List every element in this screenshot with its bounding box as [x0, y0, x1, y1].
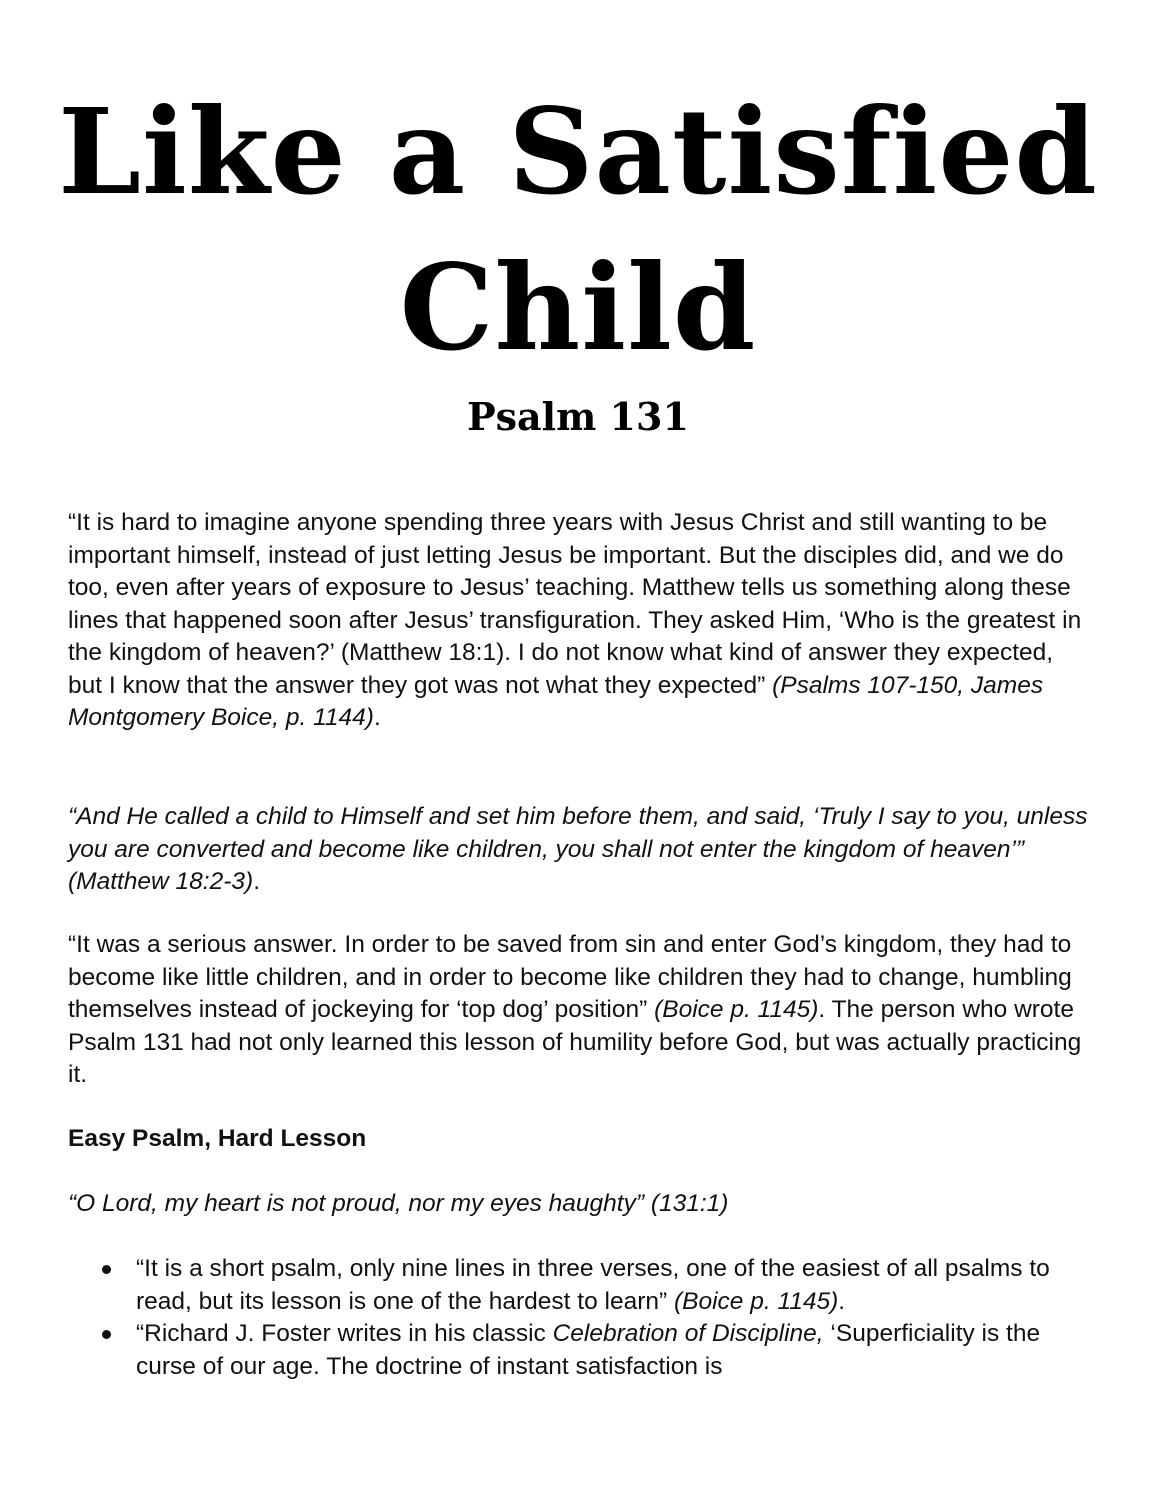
title-line-2: Child: [399, 238, 757, 377]
section-heading: Easy Psalm, Hard Lesson: [68, 1125, 367, 1152]
bullet-list: [68, 1253, 1088, 1383]
title-line-1: Like a Satisfied: [58, 82, 1098, 221]
paragraph-2: [68, 801, 1088, 899]
bullet-item-2: [68, 1318, 1088, 1383]
paragraph-2-text: “And He called a child to Himself and set him before them, and said, ‘Truly I say to you, unless you are converted and become like children, you shall not enter the kingdom of heaven’” (Matthew 18:2-3): [68, 803, 1088, 895]
bullet-icon: [102, 1330, 111, 1339]
paragraph-1-end: .: [373, 704, 381, 731]
bullet-1-text: “It is a short psalm, only nine lines in three verses, one of the easiest of all psalms to read, but its lesson is one of the hardest to learn”: [136, 1255, 1050, 1315]
paragraph-1-text: “It is hard to imagine anyone spending three years with Jesus Christ and still wanting to be important himself, instead of just letting Jesus be important. But the disciples did, and we do too, even after years of exposure to Jesus’ teaching. Matthew tells us something along these lines that happened soon after Jesus’ transfiguration. They asked Him, ‘Who is the greatest in the kingdom of heaven?’ (Matthew 18:1). I do not know what kind of answer they expected, but I know that the answer they got was not what they expected”: [68, 509, 1082, 699]
paragraph-1-citation: (Psalms 107-150, James Montgomery Boice, p. 1144): [68, 671, 1044, 731]
subtitle: Psalm 131: [467, 394, 689, 439]
bullet-2-book-title: Celebration of Discipline,: [552, 1320, 824, 1347]
paragraph-3-citation: (Boice p. 1145): [654, 996, 819, 1023]
paragraph-1: [68, 507, 1088, 735]
verse-quote: “O Lord, my heart is not proud, nor my eyes haughty” (131:1): [68, 1190, 729, 1217]
paragraph-3-text-after: . The person who wrote Psalm 131 had not only learned this lesson of humility before God, but was actually practicing it.: [68, 996, 1082, 1088]
bullet-2-text-after: ‘Superficiality is the curse of our age. The doctrine of instant satisfaction is: [136, 1320, 1041, 1380]
bullet-2-text-before: “Richard J. Foster writes in his classic: [136, 1320, 553, 1347]
bullet-icon: [102, 1265, 111, 1274]
paragraph-3-text-before: “It was a serious answer. In order to be saved from sin and enter God’s kingdom, they had to become like little children, and in order to become like children they had to change, humbling themselves instead of jockeying for ‘top dog’ position”: [68, 931, 1072, 1023]
paragraph-2-end: .: [253, 868, 260, 895]
paragraph-3: [68, 929, 1088, 1092]
bullet-1-end: .: [838, 1287, 846, 1315]
bullet-item-1: [68, 1253, 1088, 1318]
bullet-1-citation: (Boice p. 1145): [673, 1287, 839, 1315]
